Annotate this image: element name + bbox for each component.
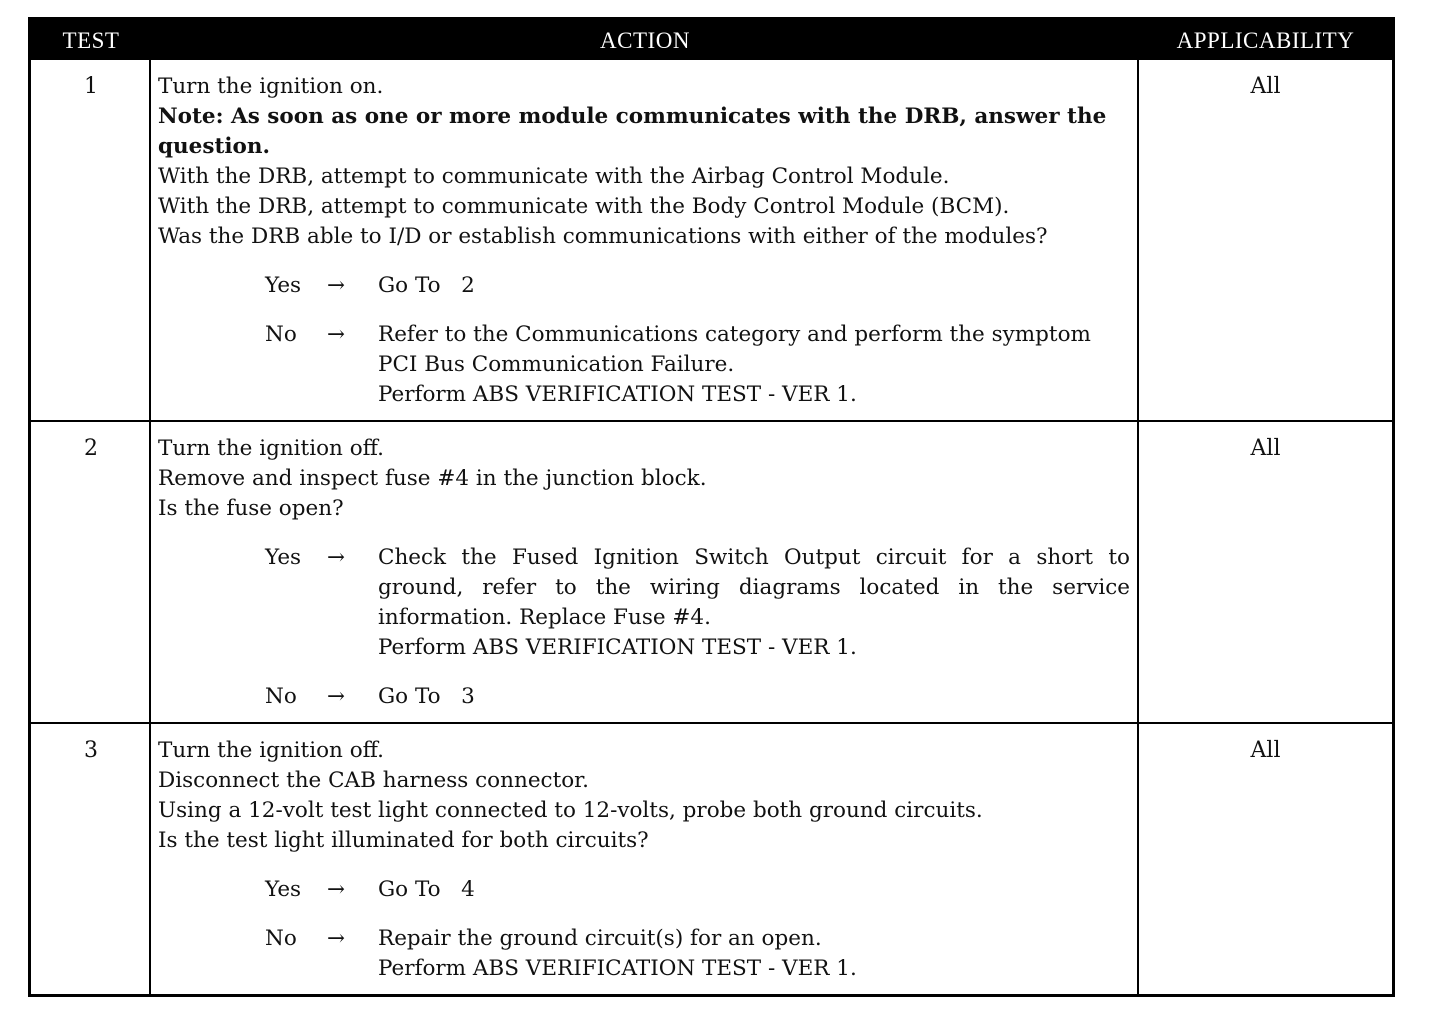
table-row [31,422,1392,722]
action-line: With the DRB, attempt to communicate with the Airbag Control Module. [158,164,950,189]
action-cell [158,434,1133,712]
applicability-value: All [1250,436,1281,461]
no-response [158,924,1133,984]
test-number: 1 [84,74,98,99]
header-action: ACTION [600,28,690,53]
diagnostic-test-table [28,17,1395,997]
action-line: Turn the ignition off. [158,738,384,763]
applicability-value: All [1250,738,1281,763]
header-applicability: APPLICABILITY [1176,28,1355,53]
arrow-icon: → [327,322,346,347]
arrow-icon: → [327,877,346,902]
no-label: No [265,926,297,951]
table-row [31,60,1392,420]
table-header [31,20,1392,60]
verification-text: Perform ABS VERIFICATION TEST - VER 1. [378,382,857,407]
action-line: With the DRB, attempt to communicate with the Body Control Module (BCM). [158,194,1010,219]
action-line: Using a 12-volt test light connected to 12-volts, probe both ground circuits. [158,798,983,823]
arrow-icon: → [327,926,346,951]
no-label: No [265,684,297,709]
action-line: Turn the ignition off. [158,436,384,461]
action-line: Remove and inspect fuse #4 in the junction block. [158,466,707,491]
yes-label: Yes [265,545,302,570]
goto-text: Go To 2 [378,273,475,298]
yes-response [158,875,1133,905]
response-text: Repair the ground circuit(s) for an open. [378,926,822,951]
response-text: Check the Fused Ignition Switch Output circuit for a short to ground, refer to the wiring diagrams located in the service information. Replace Fuse #4. [378,545,1130,630]
arrow-icon: → [327,273,346,298]
action-cell [158,736,1133,984]
no-label: No [265,322,297,347]
action-line: Turn the ignition on. [158,74,384,99]
action-cell [158,72,1133,410]
yes-response [158,543,1133,663]
arrow-icon: → [327,684,346,709]
arrow-icon: → [327,545,346,570]
note-text: Note: As soon as one or more module communicates with the DRB, answer the question. [158,104,1107,159]
no-response [158,682,1133,712]
goto-text: Go To 4 [378,877,475,902]
yes-label: Yes [265,877,302,902]
header-test: TEST [62,28,120,53]
verification-text: Perform ABS VERIFICATION TEST - VER 1. [378,956,857,981]
yes-response [158,271,1133,301]
applicability-value: All [1250,74,1281,99]
yes-label: Yes [265,273,302,298]
action-line: Disconnect the CAB harness connector. [158,768,589,793]
goto-text: Go To 3 [378,684,475,709]
test-number: 2 [84,436,98,461]
action-line: Is the test light illuminated for both circuits? [158,828,649,853]
response-text: Refer to the Communications category and perform the symptom PCI Bus Communication Failure. [378,322,1091,377]
test-number: 3 [84,738,98,763]
action-line: Is the fuse open? [158,496,344,521]
table-row [31,724,1392,996]
action-line: Was the DRB able to I/D or establish communications with either of the modules? [158,224,1048,249]
verification-text: Perform ABS VERIFICATION TEST - VER 1. [378,635,857,660]
no-response [158,320,1133,410]
